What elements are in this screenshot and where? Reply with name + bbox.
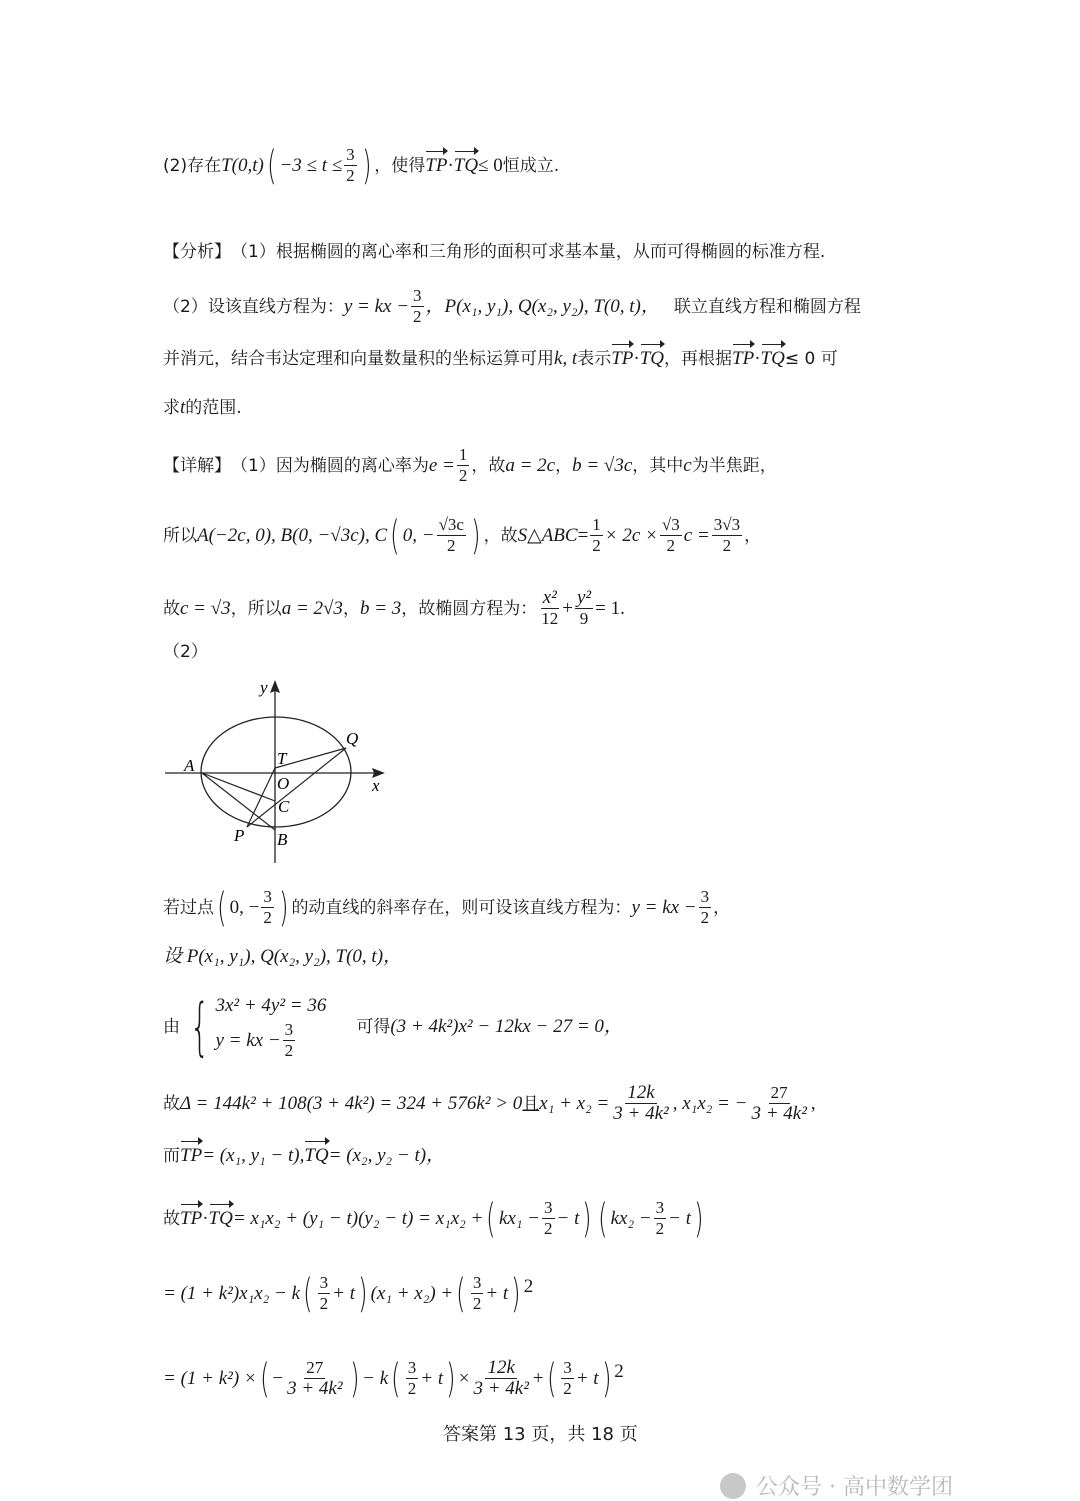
text: 恒成立. — [502, 155, 560, 176]
text: + t — [420, 1367, 444, 1389]
vector-tq: TQ — [640, 345, 664, 373]
text: 且 — [522, 1093, 540, 1114]
text: （1）因为椭圆的离心率为 — [231, 455, 429, 476]
solution-line-7 — [163, 1270, 534, 1317]
vector-tq: TQ — [454, 152, 478, 180]
paren-open: ( — [303, 1270, 313, 1317]
text: 若过点 — [163, 897, 214, 918]
text: − — [272, 1367, 284, 1389]
text: ，故椭圆方程为： — [401, 598, 538, 619]
problem-part2 — [163, 142, 560, 189]
analysis-tag: 【分析】 — [163, 242, 231, 262]
equation: x₁ + x₂ = — [539, 1092, 610, 1114]
vector-tq: TQ — [209, 1205, 233, 1233]
text: = — [577, 524, 589, 546]
area-symbol: S — [517, 524, 528, 546]
text: ，使得 — [374, 155, 426, 176]
text: + t — [485, 1282, 509, 1304]
equation: = (1 + k²)x₁x₂ − k — [163, 1282, 301, 1304]
subscript: △ABC — [527, 524, 578, 546]
text: 表示 — [577, 349, 612, 369]
vector-tq: TQ — [304, 1142, 328, 1170]
detail-line-1 — [163, 445, 777, 486]
vector-tp: TP — [425, 152, 447, 180]
ellipse-diagram — [160, 675, 390, 865]
paren-close: ) — [358, 1270, 368, 1317]
fraction: $\frac{27}{\text{3 + 4k²}}$ — [751, 1083, 807, 1124]
account-icon — [720, 1473, 746, 1499]
fraction: $\frac{√3}{2}$ — [661, 515, 680, 555]
brace-icon: { — [189, 989, 210, 1063]
equation: Δ = 144k² + 108(3 + 4k²) = 324 + 576k² > 0 — [180, 1092, 523, 1114]
text: , — [810, 1092, 816, 1114]
paren-close: ) — [694, 1195, 704, 1242]
text: ，再根据 — [664, 349, 733, 369]
text: − k — [362, 1367, 389, 1389]
line-ac — [202, 773, 275, 801]
text: 联立直线方程和椭圆方程 — [673, 296, 861, 317]
fraction: $\frac{3}{2}$ — [544, 1198, 553, 1238]
page-footer: 答案第 13 页，共 18 页 — [443, 1424, 638, 1445]
detail-tag: 【详解】 — [163, 455, 231, 476]
points: ，P(x₁, y₁), Q(x₂, y₂), T(0, t)， — [425, 295, 660, 317]
solution-line-4 — [163, 1083, 816, 1124]
text: kx₂ − — [610, 1207, 652, 1229]
text: = 1. — [595, 597, 625, 619]
text: × 2c × — [604, 524, 658, 546]
text: （1）根据椭圆的离心率和三角形的面积可求基本量，从而可得椭圆的标准方程. — [231, 242, 826, 262]
text: 由 — [163, 1016, 180, 1037]
equation: = (1 + k²) × — [163, 1367, 257, 1389]
fraction: $\frac{3}{2}$ — [407, 1358, 417, 1398]
equation: e = — [428, 454, 455, 476]
text: ， — [713, 897, 731, 918]
text: 0, − — [402, 524, 435, 546]
dot-op: · — [447, 154, 454, 176]
vector-tp: TP — [180, 1142, 202, 1170]
text: + t — [575, 1367, 599, 1389]
fraction: $\frac{12k}{\text{3 + 4k²}}$ — [473, 1357, 529, 1399]
text: ≤ 0 可 — [784, 349, 838, 369]
fraction: $\frac{3}{2}$ — [700, 887, 710, 927]
paren-close: ) — [511, 1270, 521, 1317]
text: + — [562, 597, 573, 619]
fraction: $\frac{1}{2}$ — [458, 445, 468, 485]
paren-close: ) — [446, 1355, 456, 1402]
paren-close: ) — [278, 884, 289, 931]
text: ，所以 — [230, 598, 282, 619]
detail-line-3 — [163, 588, 625, 629]
solution-line-6 — [163, 1195, 707, 1242]
equation: b = √3c — [572, 454, 633, 476]
text: ，故 — [483, 525, 518, 546]
text: 的动直线的斜率存在，则可设该直线方程为： — [291, 897, 632, 918]
fraction: $\frac{3}{2}$ — [263, 887, 272, 927]
solution-line-3 — [163, 989, 623, 1063]
points: A(−2c, 0), B(0, −√3c), C — [197, 524, 388, 546]
solution-line-8 — [163, 1355, 624, 1402]
equation: = (x₁, y₁ − t), — [202, 1145, 305, 1166]
text: ， — [342, 598, 360, 619]
paren-close: ) — [601, 1355, 612, 1402]
dot-op: · — [754, 348, 761, 369]
fraction: $\frac{12k}{\text{3 + 4k²}}$ — [613, 1082, 669, 1124]
text: 可得 — [356, 1016, 391, 1037]
exponent: 2 — [523, 1276, 534, 1297]
solution-line-1 — [163, 884, 731, 931]
text: 设 P(x₁, y₁), Q(x₂, y₂), T(0, t)， — [163, 946, 403, 967]
text: 所以 — [163, 525, 197, 546]
text: c = — [683, 524, 710, 546]
paren-open: ( — [217, 884, 227, 931]
paren-close: ) — [349, 1355, 360, 1402]
fraction: $\frac{3}{2}$ — [413, 286, 422, 326]
analysis-line-3 — [163, 345, 838, 373]
fraction: $\frac{3}{2}$ — [472, 1273, 482, 1313]
equation: a = 2√3 — [281, 597, 343, 619]
paren-open: ( — [266, 142, 277, 189]
equation: , x₁x₂ = − — [672, 1092, 748, 1114]
fraction: $\frac{3}{2}$ — [284, 1020, 294, 1060]
paren-open: ( — [546, 1355, 557, 1402]
paren-open: ( — [390, 512, 400, 559]
solution-line-5 — [163, 1142, 445, 1170]
text: ， — [555, 455, 573, 476]
paren-open: ( — [598, 1195, 608, 1242]
text: 为半焦距， — [691, 455, 777, 476]
text: + t — [332, 1282, 355, 1304]
variables: k, t — [554, 348, 578, 369]
fraction: $\frac{\text{y²}}{9}$ — [576, 587, 592, 628]
fraction: $\frac{√3c}{2}$ — [438, 515, 464, 555]
equation: 3x² + 4y² = 36 — [215, 995, 327, 1016]
detail-line-2 — [163, 512, 762, 559]
text: 而 — [163, 1146, 180, 1166]
text: 求 — [163, 398, 180, 418]
label-o: O — [277, 774, 290, 793]
vector-tq: TQ — [761, 345, 785, 373]
solution-line-2 — [163, 943, 402, 971]
fraction: $\frac{3}{2}$ — [563, 1358, 572, 1398]
equation: a = 2c — [505, 454, 556, 476]
variable: t — [180, 397, 186, 418]
text: 故 — [163, 1208, 180, 1229]
watermark-text: 公众号 · 高中数学团 — [756, 1475, 953, 1500]
label-y: y — [260, 678, 268, 697]
paren-open: ( — [259, 1355, 270, 1402]
label-q: Q — [346, 729, 359, 748]
text: ，其中 — [632, 455, 684, 476]
analysis-line-4 — [163, 394, 242, 422]
text: （2） — [163, 642, 208, 662]
watermark — [720, 1470, 953, 1501]
paren-close: ) — [582, 1195, 592, 1242]
equation: y = kx − — [343, 295, 410, 317]
problem-label: (2)存在 — [163, 155, 222, 176]
paren-open: ( — [486, 1195, 496, 1242]
ellipse — [201, 717, 351, 827]
paren-open: ( — [456, 1270, 466, 1317]
equation: y = kx − — [215, 1029, 281, 1051]
equation: (3 + 4k²)x² − 12kx − 27 = 0， — [390, 1015, 623, 1037]
point-t: T(0,t) — [221, 154, 264, 176]
line-pq — [247, 748, 346, 827]
equation-system — [215, 992, 326, 1061]
text: 故 — [163, 598, 180, 619]
analysis-line-2 — [163, 286, 861, 327]
vector-tp: TP — [611, 345, 633, 373]
fraction: $\frac{3√3}{2}$ — [713, 515, 741, 555]
label-x: x — [372, 776, 380, 795]
text: × — [458, 1367, 470, 1389]
equation: c = √3 — [180, 597, 231, 619]
equation: (x₁ + x₂) + — [370, 1282, 454, 1304]
fraction: $\frac{3}{2}$ — [319, 1273, 329, 1313]
paren-close: ) — [471, 512, 481, 559]
text: − t — [556, 1207, 580, 1229]
exponent: 2 — [614, 1361, 624, 1382]
equation: b = 3 — [359, 597, 402, 619]
line-tp — [247, 768, 275, 827]
equation: = (x₂, y₂ − t)， — [328, 1145, 446, 1166]
text: 0, − — [229, 896, 260, 918]
paren-close: ) — [361, 142, 372, 189]
text: （2）设该直线方程为： — [163, 296, 344, 317]
dot-op: · — [202, 1207, 209, 1229]
fraction: $\frac{3}{2}$ — [655, 1198, 665, 1238]
vector-tp: TP — [180, 1205, 202, 1233]
fraction: $\frac{\text{x²}}{12}$ — [541, 587, 559, 628]
label-b: B — [277, 830, 288, 849]
text: − t — [668, 1207, 691, 1229]
text: + — [532, 1367, 544, 1389]
variable: c — [683, 454, 692, 476]
label-a: A — [184, 756, 195, 775]
detail-part2-label — [163, 638, 208, 666]
label-t: T — [277, 749, 287, 768]
text: kx₁ − — [498, 1207, 540, 1229]
range-lower: −3 ≤ t ≤ — [279, 154, 343, 176]
condition: ≤ 0 — [478, 154, 503, 176]
paren-open: ( — [391, 1355, 401, 1402]
dot-op: · — [633, 348, 640, 369]
text: 故 — [163, 1093, 180, 1114]
label-p: P — [234, 826, 245, 845]
analysis-line-1 — [163, 238, 825, 266]
equation: = x₁x₂ + (y₁ − t)(y₂ − t) = x₁x₂ + — [232, 1207, 484, 1229]
text: ， — [744, 525, 762, 546]
text: 的范围. — [185, 398, 242, 418]
fraction: $\frac{1}{2}$ — [592, 515, 601, 555]
equation: y = kx − — [631, 896, 697, 918]
text: ，故 — [471, 455, 506, 476]
label-c: C — [278, 797, 290, 816]
fraction: $\frac{3}{2}$ — [346, 145, 355, 185]
text: 并消元，结合韦达定理和向量数量积的坐标运算可用 — [163, 349, 554, 369]
fraction: $\frac{27}{\text{3 + 4k²}}$ — [287, 1358, 343, 1399]
vector-tp: TP — [732, 345, 754, 373]
